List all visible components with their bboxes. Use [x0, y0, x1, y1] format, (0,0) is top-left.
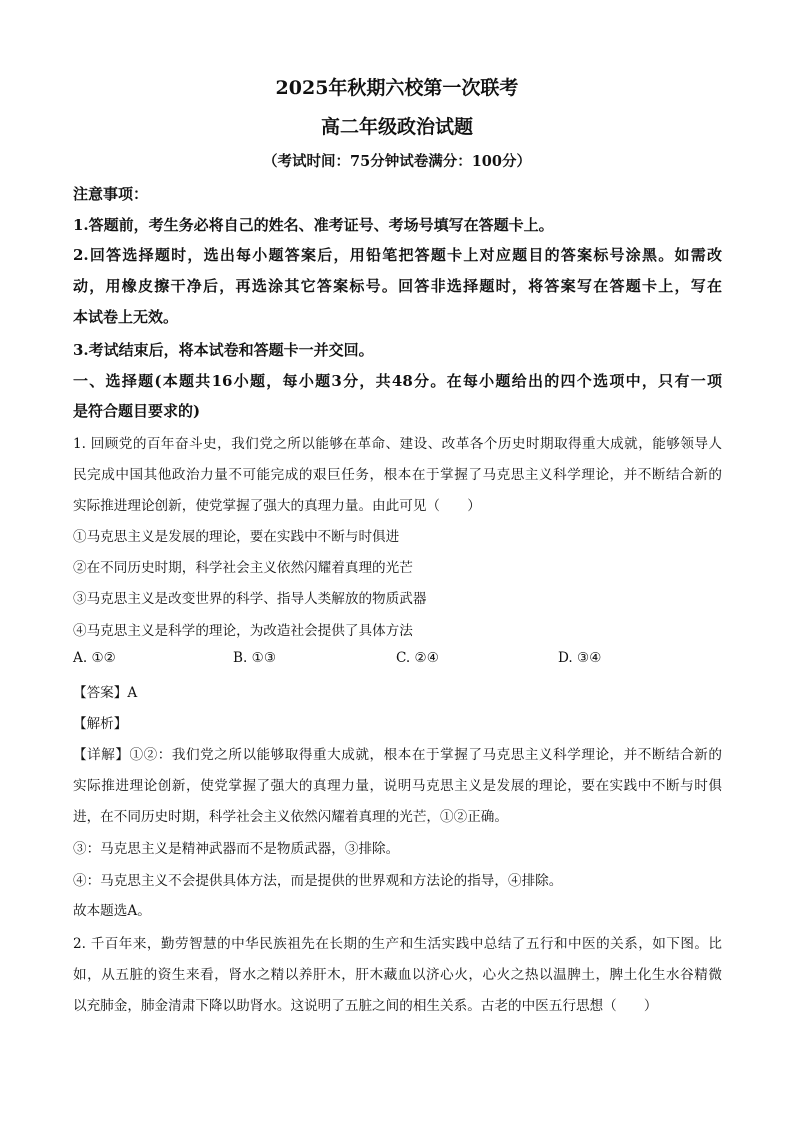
q1-stem-line-1: 1. 回顾党的百年奋斗史，我们党之所以能够在革命、建设、改革各个历史时期取得重大成就，能够领导人 — [73, 436, 722, 452]
q1-option-b: B. ①③ — [233, 650, 277, 666]
q1-conclusion: 故本题选A。 — [73, 903, 151, 919]
q1-detail-line-5: ④：马克思主义不会提供具体方法，而是提供的世界观和方法论的指导，④排除。 — [73, 873, 563, 889]
q2-stem-line-3: 以充肺金，肺金清肃下降以助肾水。这说明了五脏之间的相生关系。古老的中医五行思想（ ） — [73, 998, 658, 1014]
notice-item-2-line-1: 2.回答选择题时，选出每小题答案后，用铅笔把答题卡上对应题目的答案标号涂黑。如需改 — [73, 246, 722, 264]
notice-item-2-line-2: 动，用橡皮擦干净后，再选涂其它答案标号。回答非选择题时，将答案写在答题卡上，写在 — [73, 277, 722, 295]
q2-stem-line-1: 2. 千百年来，勤劳智慧的中华民族祖先在长期的生产和生活实践中总结了五行和中医的关系，如下图。比 — [73, 936, 722, 952]
notice-heading: 注意事项： — [73, 185, 149, 203]
notice-item-3: 3.考试结束后，将本试卷和答题卡一并交回。 — [73, 341, 374, 359]
q1-stem-line-2: 民完成中国其他政治力量不可能完成的艰巨任务，根本在于掌握了马克思主义科学理论，并不断结合新的 — [73, 467, 722, 483]
q1-detail-line-2: 实际推进理论创新，使党掌握了强大的真理力量，说明马克思主义是发展的理论，要在实践中不断与时俱 — [73, 778, 722, 794]
q1-detail-line-1: 【详解】①②：我们党之所以能够取得重大成就，根本在于掌握了马克思主义科学理论，并不断结合新的 — [73, 747, 722, 763]
q1-option-c: C. ②④ — [396, 650, 439, 666]
notice-item-2-line-3: 本试卷上无效。 — [73, 308, 179, 326]
exam-time-info: （考试时间：75分钟试卷满分：100分） — [263, 153, 531, 170]
q1-detail-line-3: 进，在不同历史时期，科学社会主义依然闪耀着真理的光芒，①②正确。 — [73, 809, 508, 825]
q1-statement-4: ④马克思主义是科学的理论，为改造社会提供了具体方法 — [73, 623, 413, 639]
q1-detail-line-4: ③：马克思主义是精神武器而不是物质武器，③排除。 — [73, 841, 400, 857]
q1-analysis-label: 【解析】 — [73, 716, 128, 732]
notice-item-1: 1.答题前，考生务必将自己的姓名、准考证号、考场号填写在答题卡上。 — [73, 216, 554, 234]
q1-option-d: D. ③④ — [558, 650, 602, 666]
q1-answer: 【答案】A — [73, 685, 138, 701]
q2-stem-line-2: 如，从五脏的资生来看，肾水之精以养肝木，肝木藏血以济心火，心火之热以温脾土，脾土化生水谷精微 — [73, 967, 722, 983]
exam-subject-title: 高二年级政治试题 — [320, 116, 473, 138]
section-heading-line-1: 一、选择题(本题共16小题，每小题3分，共48分。在每小题给出的四个选项中，只有一项 — [73, 372, 722, 390]
q1-stem-line-3: 实际推进理论创新，使党掌握了强大的真理力量。由此可见（ ） — [73, 498, 481, 514]
q1-option-a: A. ①② — [73, 650, 116, 666]
q1-statement-3: ③马克思主义是改变世界的科学、指导人类解放的物质武器 — [73, 591, 427, 607]
exam-title: 2025年秋期六校第一次联考 — [275, 77, 519, 99]
q1-statement-2: ②在不同历史时期，科学社会主义依然闪耀着真理的光芒 — [73, 560, 413, 576]
q1-statement-1: ①马克思主义是发展的理论，要在实践中不断与时俱进 — [73, 529, 400, 545]
section-heading-line-2: 是符合题目要求的) — [73, 402, 201, 420]
